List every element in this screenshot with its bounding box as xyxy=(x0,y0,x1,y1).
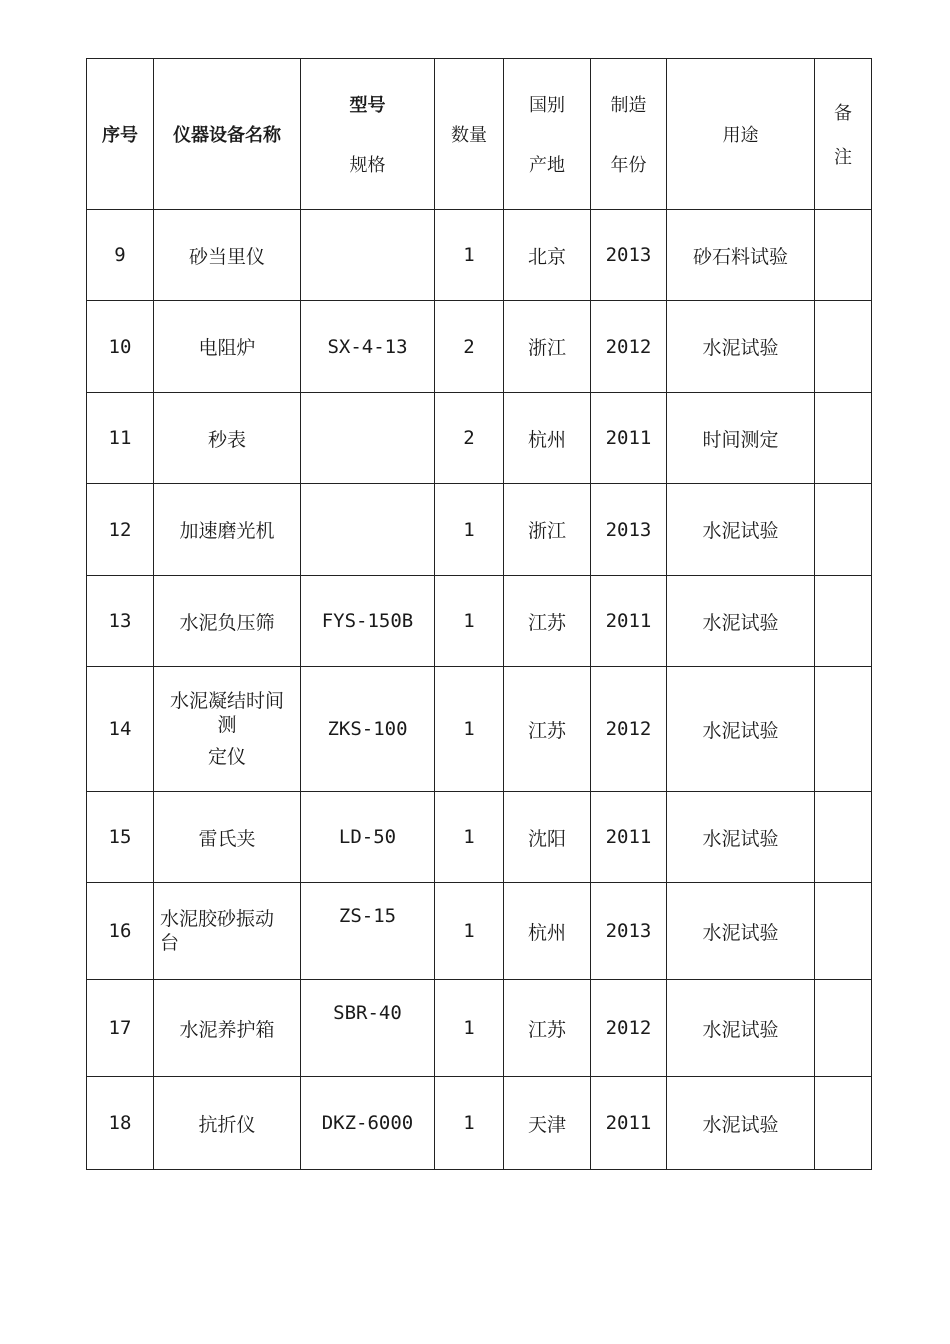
cell-seq: 16 xyxy=(87,883,154,980)
cell-seq: 17 xyxy=(87,980,154,1077)
cell-note xyxy=(815,576,872,667)
cell-model: ZS-15 xyxy=(301,883,435,980)
cell-origin: 江苏 xyxy=(504,576,591,667)
cell-seq: 9 xyxy=(87,210,154,301)
cell-use: 水泥试验 xyxy=(667,576,815,667)
header-row xyxy=(87,59,872,210)
cell-use: 水泥试验 xyxy=(667,980,815,1077)
table-row xyxy=(87,484,872,576)
cell-model xyxy=(301,484,435,576)
cell-model: SX-4-13 xyxy=(301,301,435,393)
header-origin xyxy=(504,59,591,210)
cell-name-line2: 测 xyxy=(217,714,237,736)
cell-qty: 2 xyxy=(435,393,504,484)
cell-name xyxy=(154,667,301,792)
cell-qty: 1 xyxy=(435,792,504,883)
cell-year: 2011 xyxy=(591,393,667,484)
cell-name: 雷氏夹 xyxy=(154,792,301,883)
cell-seq: 10 xyxy=(87,301,154,393)
cell-seq: 15 xyxy=(87,792,154,883)
header-note-bottom: 注 xyxy=(834,147,852,168)
cell-use: 水泥试验 xyxy=(667,1077,815,1170)
cell-model: FYS-150B xyxy=(301,576,435,667)
table-row xyxy=(87,1077,872,1170)
table-row xyxy=(87,883,872,980)
header-origin-bottom: 产地 xyxy=(529,155,565,176)
cell-origin: 杭州 xyxy=(504,393,591,484)
cell-name: 电阻炉 xyxy=(154,301,301,393)
header-name: 仪器设备名称 xyxy=(154,59,301,210)
cell-name: 秒表 xyxy=(154,393,301,484)
table-row xyxy=(87,576,872,667)
cell-model: ZKS-100 xyxy=(301,667,435,792)
header-origin-top: 国别 xyxy=(529,95,565,116)
cell-use: 水泥试验 xyxy=(667,301,815,393)
cell-name: 抗折仪 xyxy=(154,1077,301,1170)
cell-year: 2013 xyxy=(591,210,667,301)
cell-use: 时间测定 xyxy=(667,393,815,484)
table-row xyxy=(87,210,872,301)
cell-qty: 2 xyxy=(435,301,504,393)
header-qty: 数量 xyxy=(435,59,504,210)
cell-origin: 浙江 xyxy=(504,484,591,576)
header-model xyxy=(301,59,435,210)
cell-year: 2012 xyxy=(591,980,667,1077)
cell-origin: 北京 xyxy=(504,210,591,301)
cell-model: SBR-40 xyxy=(301,980,435,1077)
cell-model: LD-50 xyxy=(301,792,435,883)
header-note xyxy=(815,59,872,210)
cell-use: 水泥试验 xyxy=(667,883,815,980)
cell-model xyxy=(301,210,435,301)
cell-seq: 18 xyxy=(87,1077,154,1170)
cell-name: 水泥负压筛 xyxy=(154,576,301,667)
header-seq: 序号 xyxy=(87,59,154,210)
cell-year: 2013 xyxy=(591,484,667,576)
cell-note xyxy=(815,980,872,1077)
cell-seq: 12 xyxy=(87,484,154,576)
cell-origin: 浙江 xyxy=(504,301,591,393)
cell-seq: 14 xyxy=(87,667,154,792)
cell-name: 水泥养护箱 xyxy=(154,980,301,1077)
cell-year: 2013 xyxy=(591,883,667,980)
cell-name: 加速磨光机 xyxy=(154,484,301,576)
table-row xyxy=(87,792,872,883)
header-use: 用途 xyxy=(667,59,815,210)
cell-note xyxy=(815,1077,872,1170)
cell-year: 2012 xyxy=(591,667,667,792)
cell-origin: 天津 xyxy=(504,1077,591,1170)
cell-model xyxy=(301,393,435,484)
cell-use: 砂石料试验 xyxy=(667,210,815,301)
cell-qty: 1 xyxy=(435,980,504,1077)
cell-qty: 1 xyxy=(435,883,504,980)
cell-model: DKZ-6000 xyxy=(301,1077,435,1170)
cell-name xyxy=(154,883,301,980)
cell-year: 2011 xyxy=(591,1077,667,1170)
cell-name-line3: 定仪 xyxy=(207,746,246,768)
cell-note xyxy=(815,301,872,393)
equipment-table xyxy=(86,58,872,1170)
cell-note xyxy=(815,667,872,792)
header-year-top: 制造 xyxy=(610,95,647,116)
cell-use: 水泥试验 xyxy=(667,667,815,792)
cell-year: 2011 xyxy=(591,792,667,883)
cell-qty: 1 xyxy=(435,484,504,576)
cell-seq: 13 xyxy=(87,576,154,667)
header-year xyxy=(591,59,667,210)
cell-origin: 沈阳 xyxy=(504,792,591,883)
table-row xyxy=(87,667,872,792)
cell-note xyxy=(815,484,872,576)
cell-origin: 杭州 xyxy=(504,883,591,980)
cell-note xyxy=(815,210,872,301)
table-row xyxy=(87,301,872,393)
cell-name-line1: 水泥凝结时间 xyxy=(169,690,284,712)
cell-qty: 1 xyxy=(435,576,504,667)
cell-note xyxy=(815,393,872,484)
header-model-bottom: 规格 xyxy=(349,155,386,176)
cell-seq: 11 xyxy=(87,393,154,484)
cell-use: 水泥试验 xyxy=(667,484,815,576)
cell-year: 2012 xyxy=(591,301,667,393)
header-note-top: 备 xyxy=(834,103,852,124)
cell-name-line1: 水泥胶砂振动 xyxy=(160,908,275,930)
cell-note xyxy=(815,883,872,980)
cell-year: 2011 xyxy=(591,576,667,667)
header-year-bottom: 年份 xyxy=(610,155,647,176)
cell-qty: 1 xyxy=(435,210,504,301)
header-model-top: 型号 xyxy=(349,95,386,116)
cell-origin: 江苏 xyxy=(504,667,591,792)
cell-name: 砂当里仪 xyxy=(154,210,301,301)
cell-name-line2: 台 xyxy=(160,932,180,954)
cell-qty: 1 xyxy=(435,667,504,792)
table-row xyxy=(87,393,872,484)
table-row xyxy=(87,980,872,1077)
cell-note xyxy=(815,792,872,883)
cell-origin: 江苏 xyxy=(504,980,591,1077)
cell-use: 水泥试验 xyxy=(667,792,815,883)
cell-qty: 1 xyxy=(435,1077,504,1170)
